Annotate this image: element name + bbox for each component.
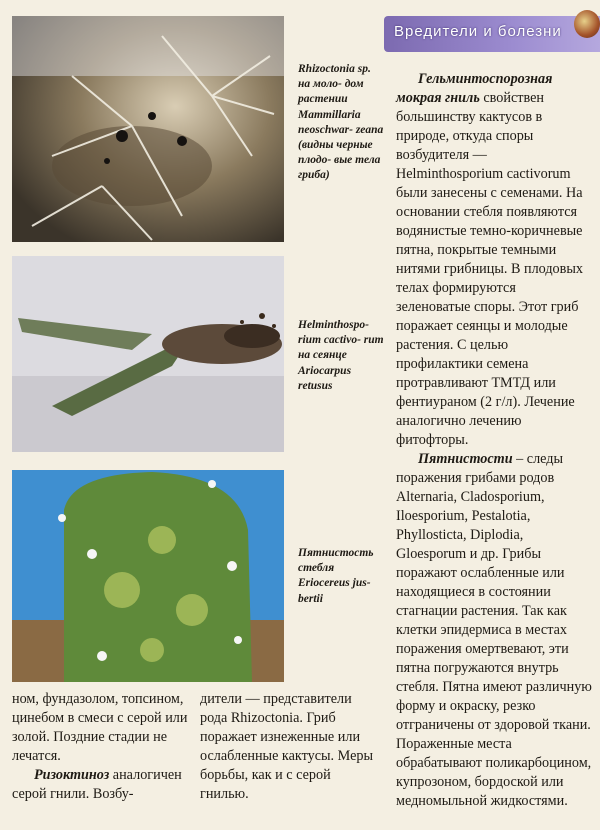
- heading-rhizoctonia: Ризоктиноз: [34, 767, 110, 783]
- paragraph-rhizoctonia-continued: дители — представители рода Rhizoctonia. Гриб поражает изнеженные или ослабленные кактусы. Меры борьбы, как и с серой гнилью.: [200, 691, 373, 802]
- paragraph-spots: [396, 450, 592, 811]
- paragraph-text: аналогичен серой гнили. Возбу-: [12, 767, 182, 802]
- paragraph-treatment: ном, фундазолом, топсином, цинебом в смеси с серой или золой. Поздние стадии не лечатся.: [12, 691, 188, 764]
- photo-rhizoctonia: [12, 16, 284, 242]
- section-emblem-icon: [574, 10, 600, 38]
- caption-photo-3: Пятнистость стебля Eriocereus jus- bertii: [298, 547, 374, 605]
- heading-spots: Пятнистости: [418, 451, 513, 467]
- section-header-band: [384, 16, 600, 52]
- paragraph-helminthosporium: [396, 70, 592, 450]
- photo-helminthosporium: [12, 256, 284, 452]
- paragraph-rhizoctonia: [12, 766, 190, 804]
- photo-eriocereus: [12, 470, 284, 682]
- paragraph-text: свойствен большинству кактусов в природе, откуда споры возбудителя — Helminthosporium cactivorum были занесены с семенами. На основании стебля появляются водянистые темно-коричневые пятна, покрытые темными нитями грибницы. В плодовых телах формируются зеленоватые споры. Этот гриб поражает сеянцы и молодые растения. С целью профилактики семена протравливают ТМТД или фентиураном (2 г/л). Лечение аналогично лечению фитофторы.: [396, 90, 583, 448]
- paragraph-text: – следы поражения грибами родов Alternaria, Cladosporium, Iloesporium, Pestalotia, Phyllosticta, Diplodia, Gloesporum и др. Грибы поражают ослабленные или находящиеся в состоянии стагнации растения. Так как клетки эпидермиса в местах поражения омертвевают, эти пятна погружаются внутрь стебля. Пятна имеют различную форму и окраску, резко отграничены от здоровой ткани. Пораженные места обрабатывают поликарбоцином, купрозоном, бордоской или медномыльной жидкостями.: [396, 451, 592, 809]
- article-column-right: [396, 70, 592, 811]
- heading-helminthosporium: Гельминтоспорозная мокрая гниль: [396, 71, 553, 106]
- section-title: Вредители и болезни: [394, 23, 562, 40]
- caption-photo-2: Helminthospo- rium cactivo- rum на сеянце Ariocarpus retusus: [298, 319, 384, 392]
- caption-photo-1: Rhizoctonia sp. на моло- дом растении Mammillaria neoschwar- zeana (видны черные плодо- вые тела гриба): [298, 63, 384, 182]
- article-column-bottom-middle: [200, 690, 378, 804]
- article-column-bottom-left: [12, 690, 190, 804]
